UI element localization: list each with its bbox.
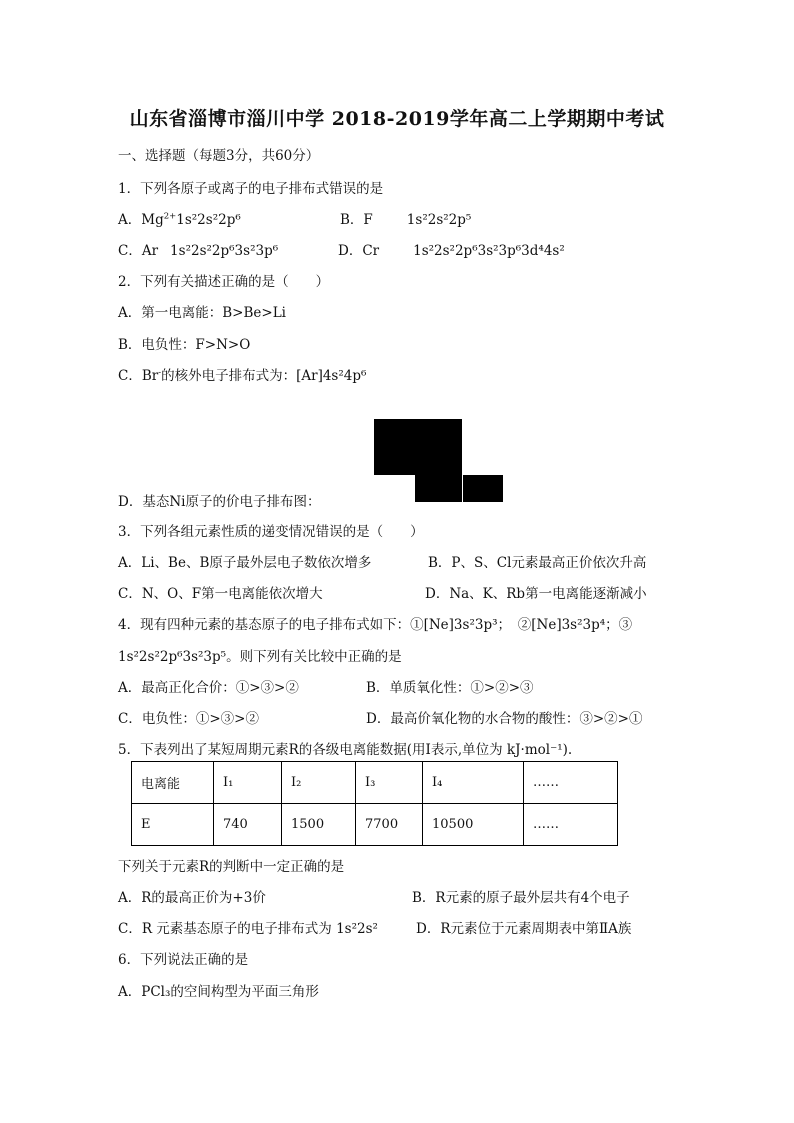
question-5-option-a: A．R的最高正价为+3价 xyxy=(118,890,266,906)
table-cell: E xyxy=(132,804,214,846)
question-2-option-c: C．Br-的核外电子排布式为：[Ar]4s²4p⁶ xyxy=(118,367,367,384)
table-cell: 7700 xyxy=(356,804,423,846)
question-3-option-d: D．Na、K、Rb第一电离能逐渐减小 xyxy=(425,586,647,602)
question-1-option-b: B．F 1s²2s²2p⁵ xyxy=(340,212,472,228)
question-5-option-d: D．R元素位于元素周期表中第ⅡA族 xyxy=(416,921,632,937)
question-4-stem-line-2: 1s²2s²2p⁶3s²3p⁵。则下列有关比较中正确的是 xyxy=(118,649,402,665)
question-5-stem: 5．下表列出了某短周期元素R的各级电离能数据(用I表示,单位为 kJ·mol⁻¹). xyxy=(118,742,573,758)
question-4-option-c: C．电负性：①>③>② xyxy=(118,711,259,727)
question-4-option-d: D．最高价氧化物的水合物的酸性：③>②>① xyxy=(366,711,643,727)
table-header-cell: I₁ xyxy=(214,762,282,804)
question-2-option-b: B．电负性：F>N>O xyxy=(118,337,251,353)
question-1-option-d: D．Cr 1s²2s²2p⁶3s²3p⁶3d⁴4s² xyxy=(338,243,565,259)
ni-orbital-diagram-block-top xyxy=(374,419,462,475)
table-header-cell: 电离能 xyxy=(132,762,214,804)
ni-orbital-diagram-block-right xyxy=(463,475,503,502)
question-2-option-a: A．第一电离能：B>Be>Li xyxy=(118,305,286,321)
question-1-option-c: C．Ar 1s²2s²2p⁶3s²3p⁶ xyxy=(118,243,279,259)
ionization-energy-table xyxy=(131,761,618,846)
table-row xyxy=(132,804,618,846)
table-cell: 740 xyxy=(214,804,282,846)
table-header-cell: I₃ xyxy=(356,762,423,804)
table-cell: 1500 xyxy=(282,804,356,846)
question-5-option-b: B．R元素的原子最外层共有4个电子 xyxy=(412,890,630,906)
table-cell: 10500 xyxy=(423,804,524,846)
question-3-option-b: B．P、S、Cl元素最高正价依次升高 xyxy=(428,555,647,571)
question-2-stem: 2．下列有关描述正确的是（ ） xyxy=(118,274,330,290)
question-1-option-a: A．$Mg^{2+}1s^22s^22p^6$ xyxy=(118,211,241,228)
table-header-cell: I₄ xyxy=(423,762,524,804)
table-cell: …… xyxy=(524,804,618,846)
question-3-stem: 3．下列各组元素性质的递变情况错误的是（ ） xyxy=(118,524,424,540)
question-3-option-c: C．N、O、F第一电离能依次增大 xyxy=(118,586,323,602)
table-header-cell: I₂ xyxy=(282,762,356,804)
question-4-stem-line-1: 4．现有四种元素的基态原子的电子排布式如下：①[Ne]3s²3p³； ②[Ne]3s²3p⁴；③ xyxy=(118,617,633,633)
question-4-option-b: B．单质氧化性：①>②>③ xyxy=(366,680,534,696)
table-row xyxy=(132,762,618,804)
question-5-follow-up: 下列关于元素R的判断中一定正确的是 xyxy=(118,859,345,875)
ni-orbital-diagram-block-left xyxy=(415,475,462,502)
question-3-option-a: A．Li、Be、B原子最外层电子数依次增多 xyxy=(118,555,372,571)
question-6-option-a: A．PCl₃的空间构型为平面三角形 xyxy=(118,984,319,1000)
question-6-stem: 6．下列说法正确的是 xyxy=(118,952,249,968)
page-title: 山东省淄博市淄川中学 2018-2019学年高二上学期期中考试 xyxy=(129,108,665,130)
question-2-option-d: D．基态Ni原子的价电子排布图： xyxy=(118,494,321,510)
section-heading: 一、选择题（每题3分，共60分） xyxy=(118,148,320,164)
table-header-cell: …… xyxy=(524,762,618,804)
question-4-option-a: A．最高正化合价：①>③>② xyxy=(118,680,299,696)
question-1-stem: 1．下列各原子或离子的电子排布式错误的是 xyxy=(118,181,384,197)
question-5-option-c: C．R 元素基态原子的电子排布式为 1s²2s² xyxy=(118,921,378,937)
